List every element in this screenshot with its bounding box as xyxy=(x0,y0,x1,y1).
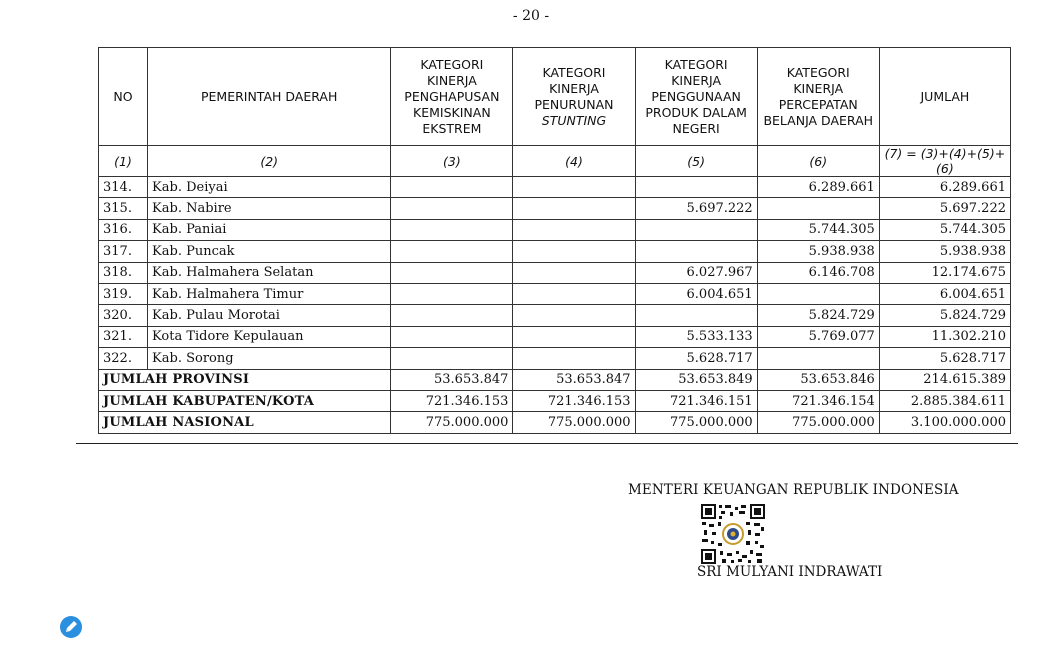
column-number-row xyxy=(99,146,1011,177)
poverty-value xyxy=(391,348,513,369)
column-number: (3) xyxy=(391,146,513,177)
table-row xyxy=(99,262,1011,283)
stunting-value xyxy=(513,241,635,262)
row-number: 321. xyxy=(99,326,148,347)
total-value: 6.289.661 xyxy=(879,177,1010,198)
header-stunting xyxy=(513,48,635,146)
region-name: Kab. Puncak xyxy=(148,241,391,262)
stunting-total: 53.653.847 xyxy=(513,369,635,390)
domestic-products-value: 5.697.222 xyxy=(635,198,757,219)
column-number: (7) = (3)+(4)+(5)+(6) xyxy=(879,146,1010,177)
header-stunting-italic: STUNTING xyxy=(541,112,607,128)
header-domestic-products: KATEGORI KINERJA PENGGUNAAN PRODUK DALAM NEGERI xyxy=(635,48,757,146)
column-number: (1) xyxy=(99,146,148,177)
table-row xyxy=(99,348,1011,369)
spending-value: 6.289.661 xyxy=(757,177,879,198)
row-number: 316. xyxy=(99,219,148,240)
stunting-value xyxy=(513,198,635,219)
spending-total: 53.653.846 xyxy=(757,369,879,390)
poverty-total: 721.346.153 xyxy=(391,390,513,411)
stunting-total: 721.346.153 xyxy=(513,390,635,411)
annotation-tool-icon[interactable] xyxy=(60,616,82,638)
row-number: 315. xyxy=(99,198,148,219)
region-name: Kab. Nabire xyxy=(148,198,391,219)
signatory-title: MENTERI KEUANGAN REPUBLIK INDONESIA xyxy=(628,482,959,498)
page-number: - 20 - xyxy=(512,8,550,24)
header-region: PEMERINTAH DAERAH xyxy=(148,48,391,146)
pen-icon xyxy=(60,616,82,638)
spending-value xyxy=(757,348,879,369)
stunting-value xyxy=(513,177,635,198)
allocation-table xyxy=(98,47,1011,434)
stunting-value xyxy=(513,283,635,304)
poverty-value xyxy=(391,283,513,304)
spending-value xyxy=(757,198,879,219)
poverty-value xyxy=(391,198,513,219)
region-name: Kab. Pulau Morotai xyxy=(148,305,391,326)
spending-total: 775.000.000 xyxy=(757,412,879,433)
stunting-value xyxy=(513,326,635,347)
domestic-products-value: 6.004.651 xyxy=(635,283,757,304)
poverty-value xyxy=(391,305,513,326)
column-number: (5) xyxy=(635,146,757,177)
region-name: Kab. Halmahera Timur xyxy=(148,283,391,304)
header-poverty: KATEGORI KINERJA PENGHAPUSAN KEMISKINAN EKSTREM xyxy=(391,48,513,146)
stunting-value xyxy=(513,219,635,240)
domestic-products-total: 721.346.151 xyxy=(635,390,757,411)
column-number: (6) xyxy=(757,146,879,177)
row-number: 318. xyxy=(99,262,148,283)
header-spending: KATEGORI KINERJA PERCEPATAN BELANJA DAERAH xyxy=(757,48,879,146)
grand-total: 2.885.384.611 xyxy=(879,390,1010,411)
qr-code-icon xyxy=(700,503,766,565)
total-label: JUMLAH KABUPATEN/KOTA xyxy=(99,390,391,411)
domestic-products-total: 53.653.849 xyxy=(635,369,757,390)
table-row xyxy=(99,305,1011,326)
spending-value: 5.938.938 xyxy=(757,241,879,262)
domestic-products-value: 6.027.967 xyxy=(635,262,757,283)
region-name: Kab. Paniai xyxy=(148,219,391,240)
column-number: (2) xyxy=(148,146,391,177)
domestic-products-total: 775.000.000 xyxy=(635,412,757,433)
region-name: Kab. Deiyai xyxy=(148,177,391,198)
table-row xyxy=(99,326,1011,347)
row-number: 322. xyxy=(99,348,148,369)
poverty-total: 775.000.000 xyxy=(391,412,513,433)
stunting-value xyxy=(513,262,635,283)
row-number: 317. xyxy=(99,241,148,262)
total-row-regency-city xyxy=(99,390,1011,411)
row-number: 314. xyxy=(99,177,148,198)
spending-value: 6.146.708 xyxy=(757,262,879,283)
total-value: 6.004.651 xyxy=(879,283,1010,304)
domestic-products-value: 5.628.717 xyxy=(635,348,757,369)
poverty-total: 53.653.847 xyxy=(391,369,513,390)
table-row xyxy=(99,198,1011,219)
stunting-value xyxy=(513,348,635,369)
spending-value: 5.824.729 xyxy=(757,305,879,326)
header-no: NO xyxy=(99,48,148,146)
spending-value: 5.744.305 xyxy=(757,219,879,240)
domestic-products-value xyxy=(635,177,757,198)
table-row xyxy=(99,177,1011,198)
total-value: 5.938.938 xyxy=(879,241,1010,262)
spending-value: 5.769.077 xyxy=(757,326,879,347)
total-value: 5.744.305 xyxy=(879,219,1010,240)
stunting-value xyxy=(513,305,635,326)
header-stunting-label: KATEGORI KINERJA PENURUNAN xyxy=(534,64,614,112)
poverty-value xyxy=(391,262,513,283)
spending-total: 721.346.154 xyxy=(757,390,879,411)
poverty-value xyxy=(391,219,513,240)
total-value: 5.628.717 xyxy=(879,348,1010,369)
row-number: 319. xyxy=(99,283,148,304)
region-name: Kota Tidore Kepulauan xyxy=(148,326,391,347)
total-label: JUMLAH PROVINSI xyxy=(99,369,391,390)
total-value: 12.174.675 xyxy=(879,262,1010,283)
section-divider xyxy=(76,443,1018,444)
grand-total: 214.615.389 xyxy=(879,369,1010,390)
table-row xyxy=(99,241,1011,262)
domestic-products-value: 5.533.133 xyxy=(635,326,757,347)
table-row xyxy=(99,219,1011,240)
total-row-national xyxy=(99,412,1011,433)
header-total: JUMLAH xyxy=(879,48,1010,146)
poverty-value xyxy=(391,177,513,198)
poverty-value xyxy=(391,241,513,262)
domestic-products-value xyxy=(635,241,757,262)
row-number: 320. xyxy=(99,305,148,326)
region-name: Kab. Sorong xyxy=(148,348,391,369)
region-name: Kab. Halmahera Selatan xyxy=(148,262,391,283)
grand-total: 3.100.000.000 xyxy=(879,412,1010,433)
table-row xyxy=(99,283,1011,304)
total-value: 11.302.210 xyxy=(879,326,1010,347)
domestic-products-value xyxy=(635,219,757,240)
poverty-value xyxy=(391,326,513,347)
spending-value xyxy=(757,283,879,304)
total-value: 5.697.222 xyxy=(879,198,1010,219)
header-row xyxy=(99,48,1011,146)
total-value: 5.824.729 xyxy=(879,305,1010,326)
column-number: (4) xyxy=(513,146,635,177)
domestic-products-value xyxy=(635,305,757,326)
total-label: JUMLAH NASIONAL xyxy=(99,412,391,433)
stunting-total: 775.000.000 xyxy=(513,412,635,433)
total-row-province xyxy=(99,369,1011,390)
signatory-name: SRI MULYANI INDRAWATI xyxy=(697,564,883,580)
